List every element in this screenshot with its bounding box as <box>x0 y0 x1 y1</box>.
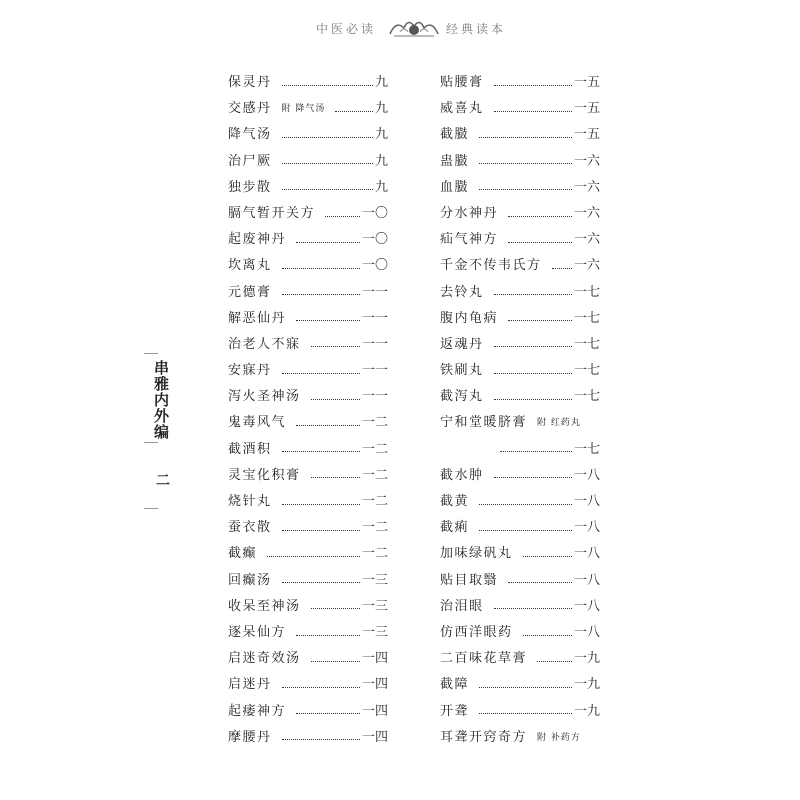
toc-entry-page: 一六 <box>573 153 600 169</box>
toc-entry-note: 附 补药方 <box>537 732 581 743</box>
toc-entry-page: 一一 <box>361 389 388 405</box>
toc-entry-title: 截癫 <box>228 546 258 562</box>
toc-entry-page: 一七 <box>573 284 600 300</box>
toc-entry-page: 一二 <box>361 467 388 483</box>
toc-entry-title: 腹内龟病 <box>440 310 499 326</box>
toc-entry-title: 灵宝化积膏 <box>228 467 301 483</box>
dot-leader <box>311 608 360 609</box>
dot-leader <box>508 242 572 243</box>
dot-leader <box>508 320 572 321</box>
toc-entry-title: 疝气神方 <box>440 232 499 248</box>
dot-leader <box>494 294 572 295</box>
dot-leader <box>296 320 360 321</box>
dot-leader <box>335 111 373 112</box>
toc-entry-title: 鬼毒风气 <box>228 415 287 431</box>
toc-entry <box>228 646 388 672</box>
toc-entry-page: 九 <box>374 75 388 90</box>
toc-entry-page: 一八 <box>573 520 600 536</box>
toc-entry-page: 一二 <box>361 520 388 536</box>
toc-entry-page: 一七 <box>573 310 600 326</box>
toc-entry-title: 截障 <box>440 677 470 693</box>
dot-leader <box>325 216 360 217</box>
toc-entry-page: 一五 <box>573 75 600 90</box>
toc-entry-title: 铁刷丸 <box>440 363 484 379</box>
toc-entry-title: 烧针丸 <box>228 494 272 509</box>
toc-entry <box>228 594 388 620</box>
toc-entry <box>228 175 388 201</box>
dot-leader <box>552 268 572 269</box>
dot-leader <box>479 504 572 505</box>
toc-entry <box>440 594 600 620</box>
toc-entry-page: 一八 <box>573 598 600 614</box>
toc-entry <box>440 306 600 332</box>
dot-leader <box>282 451 360 452</box>
toc-entry <box>440 568 600 594</box>
toc-entry-title: 独步散 <box>228 179 272 195</box>
toc-entry-title: 收呆至神汤 <box>228 598 301 614</box>
dot-leader <box>479 530 572 531</box>
toc-entry-page: 一七 <box>573 363 600 379</box>
dot-leader <box>282 373 360 374</box>
toc-entry-title: 截臌 <box>440 127 470 143</box>
toc-entry <box>228 725 388 751</box>
toc-entry-title: 交感丹 <box>228 101 272 117</box>
dot-leader <box>282 189 373 190</box>
toc-entry-title: 起痿神方 <box>228 703 287 719</box>
dot-leader <box>311 477 360 478</box>
toc-entry <box>228 201 388 227</box>
dot-leader <box>479 189 572 190</box>
toc-entry-title: 开聋 <box>440 703 470 719</box>
dot-leader <box>282 268 360 269</box>
dot-leader <box>479 163 572 164</box>
toc-entry-title: 降气汤 <box>228 127 272 143</box>
toc-entry <box>228 96 388 122</box>
toc-entry-title: 截泻丸 <box>440 389 484 405</box>
toc-entry <box>228 149 388 175</box>
dot-leader <box>494 346 572 347</box>
toc-entry <box>440 699 600 725</box>
toc-entry-page: 一八 <box>573 572 600 588</box>
toc-entry <box>440 149 600 175</box>
toc-entry-title: 二百味花草膏 <box>440 651 528 667</box>
toc-entry-title: 启迷丹 <box>228 677 272 693</box>
toc-entry-title: 治泪眼 <box>440 598 484 614</box>
toc-entry-title: 蚕衣散 <box>228 520 272 536</box>
dot-leader <box>282 137 373 138</box>
toc-entry-title: 截水肿 <box>440 467 484 483</box>
dot-leader <box>282 582 360 583</box>
toc-entry-page: 一五 <box>573 101 600 117</box>
toc-entry-title: 截痢 <box>440 520 470 536</box>
toc-entry <box>440 410 600 436</box>
dot-leader <box>296 713 360 714</box>
toc-entry-page: 一二 <box>361 415 388 431</box>
dot-leader <box>479 713 572 714</box>
toc-entry-title: 元德膏 <box>228 284 272 300</box>
toc-entry <box>440 358 600 384</box>
toc-entry-page: 一一 <box>361 284 388 300</box>
toc-entry-page: 一四 <box>361 651 388 667</box>
toc-entry-title: 起废神丹 <box>228 232 287 248</box>
toc-entry-note: 附 红药丸 <box>537 418 581 429</box>
toc-entry-page: 一六 <box>573 232 600 248</box>
toc-column-right <box>440 70 600 751</box>
toc-entry <box>440 280 600 306</box>
toc-entry-title: 截酒积 <box>228 441 272 457</box>
toc-entry <box>440 70 600 96</box>
toc-entry <box>228 568 388 594</box>
dot-leader <box>282 687 360 688</box>
toc-entry-page: 一〇 <box>361 258 388 274</box>
toc-entry <box>228 253 388 279</box>
toc-entry-title: 贴目取翳 <box>440 572 499 588</box>
dot-leader <box>282 530 360 531</box>
dot-leader <box>311 399 360 400</box>
toc-entry-title: 膈气暂开关方 <box>228 205 316 221</box>
toc-entry-page: 九 <box>374 127 388 143</box>
toc-entry-page: 一九 <box>573 651 600 667</box>
toc-entry-page: 一二 <box>361 494 388 509</box>
toc-entry-title: 贴腰膏 <box>440 75 484 90</box>
toc-entry-page: 一八 <box>573 546 600 562</box>
toc-entry-page: 九 <box>374 153 388 169</box>
dot-leader <box>494 399 572 400</box>
dot-leader <box>282 294 360 295</box>
toc-entry <box>440 463 600 489</box>
dot-leader <box>523 635 572 636</box>
dot-leader <box>267 556 360 557</box>
side-divider-bottom <box>144 508 158 509</box>
toc-entry-title: 仿西洋眼药 <box>440 624 513 640</box>
dot-leader <box>523 556 572 557</box>
side-divider-top <box>144 353 158 354</box>
dot-leader <box>508 582 572 583</box>
toc-entry-page: 一〇 <box>361 205 388 221</box>
dot-leader <box>296 635 360 636</box>
page-number: 二 <box>156 473 170 489</box>
toc-entry-page: 一七 <box>573 389 600 405</box>
toc-entry-title: 加味绿矾丸 <box>440 546 513 562</box>
toc-entry <box>440 672 600 698</box>
toc-entry <box>440 437 600 463</box>
dot-leader <box>282 163 373 164</box>
toc-entry <box>228 70 388 96</box>
toc-entry <box>440 253 600 279</box>
toc-entry-page: 一八 <box>573 467 600 483</box>
toc-entry <box>228 306 388 332</box>
dot-leader <box>282 739 360 740</box>
toc-entry-title: 血臌 <box>440 179 470 195</box>
toc-entry-title: 蛊臌 <box>440 153 470 169</box>
toc-entry-title: 分水神丹 <box>440 205 499 221</box>
toc-entry <box>228 280 388 306</box>
toc-entry <box>440 489 600 515</box>
toc-entry <box>228 332 388 358</box>
dot-leader <box>311 346 360 347</box>
header-left-text: 中医必读 <box>316 22 377 36</box>
toc-entry <box>228 541 388 567</box>
toc-entry-page: 九 <box>374 101 388 117</box>
toc-entry <box>440 541 600 567</box>
toc-entry-page: 一〇 <box>361 232 388 248</box>
toc-entry-page: 一一 <box>361 336 388 352</box>
toc-entry <box>440 175 600 201</box>
toc-entry-page: 一七 <box>573 441 600 457</box>
toc-entry <box>440 122 600 148</box>
toc-entry-page: 一四 <box>361 703 388 719</box>
side-divider-middle <box>144 442 158 443</box>
toc-entry-title: 逐呆仙方 <box>228 624 287 640</box>
dot-leader <box>508 216 572 217</box>
toc-entry-page: 一四 <box>361 677 388 693</box>
dot-leader <box>296 425 360 426</box>
page-header <box>310 14 530 44</box>
toc-entry-page: 一六 <box>573 179 600 195</box>
toc-entry-page: 一一 <box>361 310 388 326</box>
toc-entry-page: 九 <box>374 179 388 195</box>
toc-entry <box>228 489 388 515</box>
toc-entry <box>228 122 388 148</box>
dot-leader <box>494 373 572 374</box>
toc-entry-title: 保灵丹 <box>228 75 272 90</box>
toc-entry <box>228 410 388 436</box>
dot-leader <box>537 661 572 662</box>
toc-entry-title: 安寐丹 <box>228 363 272 379</box>
dot-leader <box>494 608 572 609</box>
toc-entry-title: 返魂丹 <box>440 336 484 352</box>
toc-entry-page: 一九 <box>573 677 600 693</box>
dot-leader <box>494 477 572 478</box>
toc-entry <box>440 201 600 227</box>
toc-entry <box>228 358 388 384</box>
toc-entry <box>440 646 600 672</box>
toc-entry <box>228 515 388 541</box>
toc-entry <box>440 332 600 358</box>
toc-entry-title: 坎离丸 <box>228 258 272 274</box>
toc-entry-page: 一六 <box>573 258 600 274</box>
toc-entry <box>228 672 388 698</box>
toc-entry-page: 一六 <box>573 205 600 221</box>
toc-entry <box>228 699 388 725</box>
dot-leader <box>479 687 572 688</box>
toc-entry-page: 一二 <box>361 546 388 562</box>
toc-entry <box>228 463 388 489</box>
toc-entry <box>440 620 600 646</box>
toc-entry <box>228 227 388 253</box>
toc-entry <box>440 96 600 122</box>
dot-leader <box>479 137 572 138</box>
toc-entry-page: 一九 <box>573 703 600 719</box>
toc-entry-page: 一八 <box>573 624 600 640</box>
toc-entry <box>440 725 600 751</box>
toc-entry-title: 威喜丸 <box>440 101 484 117</box>
toc-entry-title: 宁和堂暖脐膏 <box>440 415 528 431</box>
toc-entry-page: 一七 <box>573 336 600 352</box>
toc-entry-title: 治老人不寐 <box>228 336 301 352</box>
toc-entry <box>440 515 600 541</box>
toc-entry-title: 泻火圣神汤 <box>228 389 301 405</box>
toc-entry-title: 回癫汤 <box>228 572 272 588</box>
ornament-icon <box>386 14 442 42</box>
dot-leader <box>494 85 572 86</box>
toc-entry-title: 去铃丸 <box>440 284 484 300</box>
toc-entry-title: 截黄 <box>440 494 470 509</box>
toc-entry-page: 一三 <box>361 624 388 640</box>
toc-entry-title: 治尸厥 <box>228 153 272 169</box>
toc-entry-title: 千金不传韦氏方 <box>440 258 542 274</box>
dot-leader <box>311 661 360 662</box>
toc-entry <box>440 227 600 253</box>
book-side-title: 串雅内外编 <box>152 360 170 440</box>
toc-entry <box>440 384 600 410</box>
toc-entry-page: 一三 <box>361 598 388 614</box>
toc-entry-title: 耳聋开窍奇方 <box>440 729 528 745</box>
toc-entry-note: 附 降气汤 <box>281 104 326 115</box>
toc-entry-page: 一四 <box>361 729 388 745</box>
toc-entry-title: 摩腰丹 <box>228 729 272 745</box>
toc-entry-title: 解恶仙丹 <box>228 310 287 326</box>
toc-entry-title: 启迷奇效汤 <box>228 651 301 667</box>
dot-leader <box>494 111 572 112</box>
toc-entry-page: 一八 <box>573 494 600 509</box>
toc-entry <box>228 620 388 646</box>
toc-entry <box>228 384 388 410</box>
toc-entry-page: 一五 <box>573 127 600 143</box>
toc-entry-page: 一一 <box>361 363 388 379</box>
dot-leader <box>282 85 373 86</box>
dot-leader <box>500 451 572 452</box>
toc-entry-page: 一三 <box>361 572 388 588</box>
toc-column-left <box>228 70 388 751</box>
dot-leader <box>296 242 360 243</box>
dot-leader <box>282 504 360 505</box>
toc-entry-page: 一二 <box>361 441 388 457</box>
header-right-text: 经典读本 <box>446 22 507 36</box>
toc-entry <box>228 437 388 463</box>
